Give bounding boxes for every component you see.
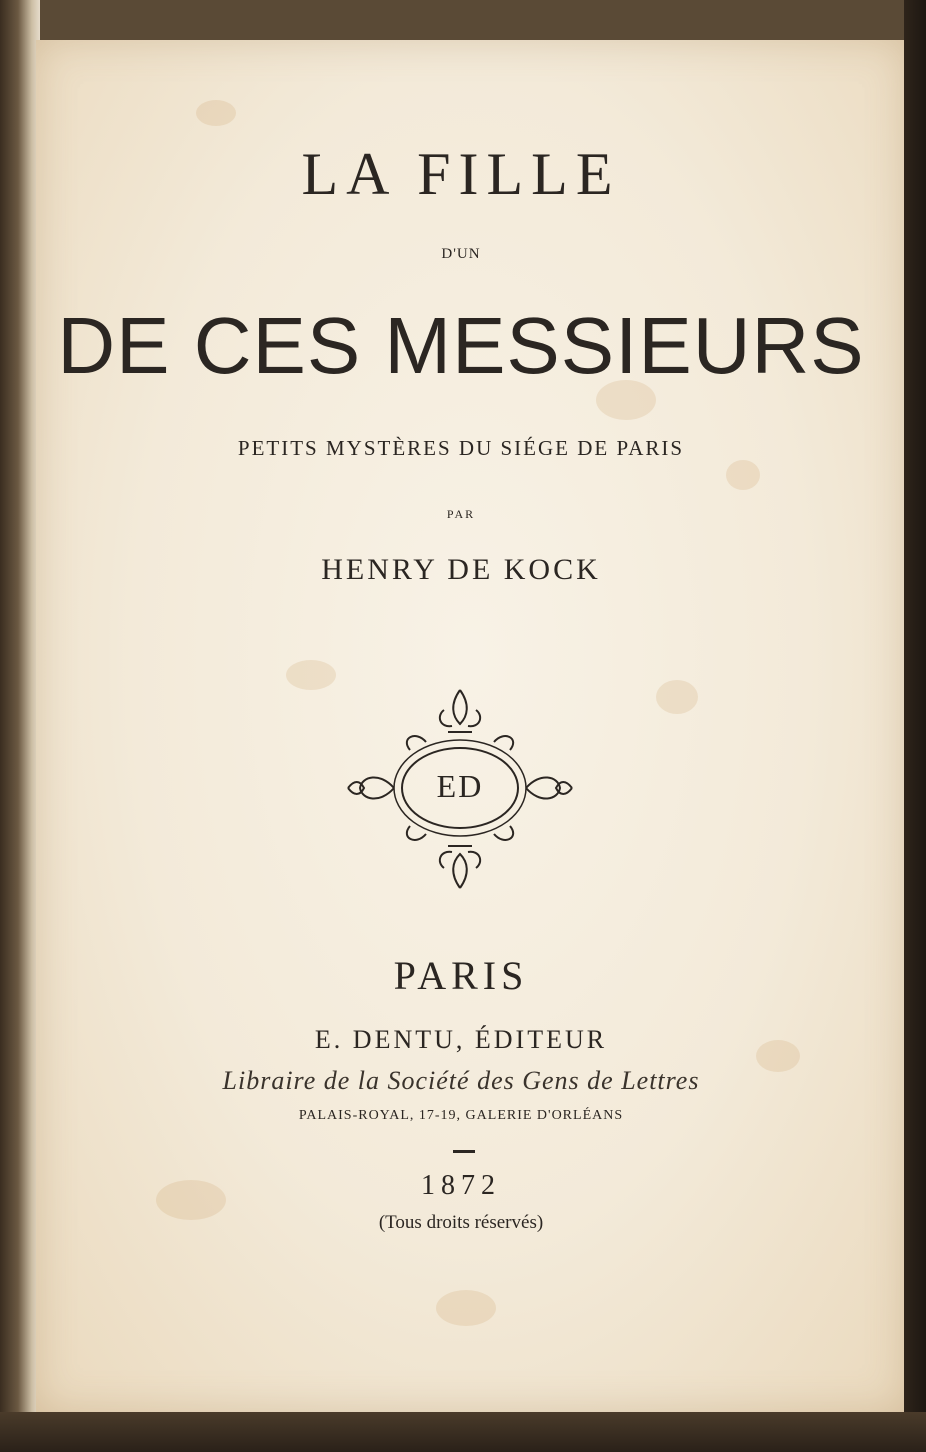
page-right-edge — [904, 0, 926, 1452]
imprint-address: PALAIS-ROYAL, 17-19, GALERIE D'ORLÉANS — [298, 1108, 624, 1123]
by-label: PAR — [446, 507, 476, 521]
title-connector: D'UN — [441, 246, 481, 262]
imprint-publisher: E. DENTU, ÉDITEUR — [314, 1025, 608, 1054]
emblem-monogram: ED — [436, 768, 484, 804]
subtitle: PETITS MYSTÈRES DU SIÉGE DE PARIS — [237, 436, 685, 460]
imprint-rights: (Tous droits réservés) — [378, 1212, 544, 1233]
imprint-year: 1872 — [421, 1170, 501, 1201]
title-line-2: DE CES MESSIEURS — [57, 301, 865, 390]
imprint-divider — [453, 1150, 475, 1153]
title-line-1: LA FILLE — [301, 141, 621, 207]
imprint-city: PARIS — [393, 953, 529, 998]
author-name: HENRY DE KOCK — [321, 553, 601, 586]
book-spine-edge — [0, 0, 40, 1452]
imprint-society: Libraire de la Société des Gens de Lettres — [222, 1066, 700, 1095]
publisher-emblem — [340, 680, 580, 900]
page-bottom-edge — [0, 1412, 926, 1452]
